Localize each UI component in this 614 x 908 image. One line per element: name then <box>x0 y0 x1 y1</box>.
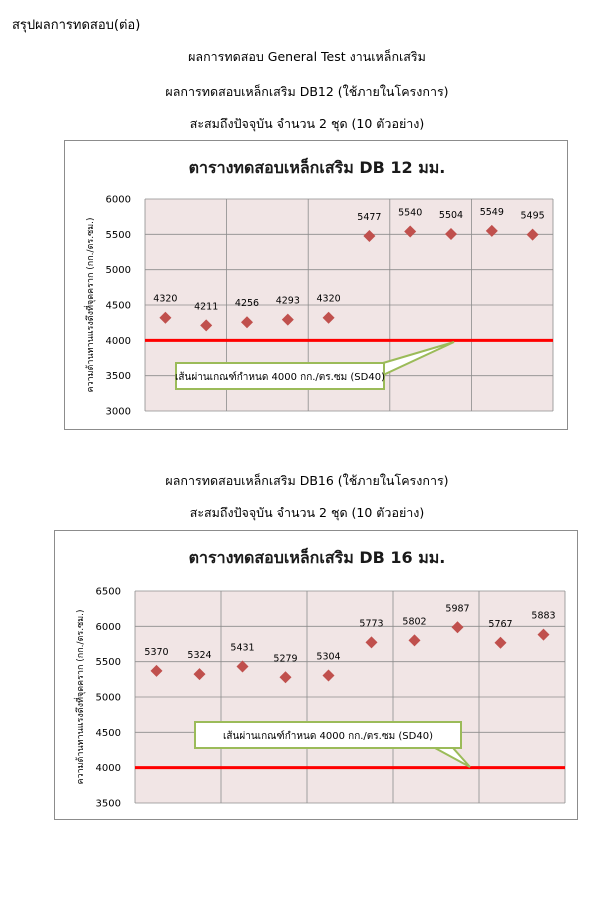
data-label: 5802 <box>402 616 427 628</box>
y-tick-label: 3000 <box>105 406 131 418</box>
data-label: 5883 <box>531 610 556 622</box>
y-tick-label: 3500 <box>105 371 131 383</box>
y-axis-label: ความต้านทานแรงดึงที่จุดคราก (กก./ตร.ซม.) <box>76 609 86 785</box>
data-label: 5767 <box>488 618 513 630</box>
y-tick-label: 6000 <box>105 194 131 206</box>
y-tick-label: 5000 <box>95 692 121 704</box>
data-label: 5370 <box>144 646 169 658</box>
db16-subtitle: ผลการทดสอบเหล็กเสริม DB16 (ใช้ภายในโครงการ) <box>165 473 449 488</box>
section-title: สรุปผลการทดสอบ(ต่อ) <box>12 18 141 33</box>
chart-title: ตารางทดสอบเหล็กเสริม DB 12 มม. <box>188 158 446 177</box>
data-label: 4211 <box>194 301 219 313</box>
db12-subtitle: ผลการทดสอบเหล็กเสริม DB12 (ใช้ภายในโครงการ) <box>165 84 449 99</box>
y-tick-label: 4000 <box>105 335 131 347</box>
y-tick-label: 3500 <box>95 798 121 810</box>
data-label: 5540 <box>398 207 423 219</box>
y-tick-label: 5500 <box>95 657 121 669</box>
y-tick-label: 5500 <box>105 229 131 241</box>
data-label: 5431 <box>230 642 255 654</box>
data-label: 5987 <box>445 603 470 615</box>
threshold-annotation: เส้นผ่านเกณฑ์กำหนด 4000 กก./ตร.ซม (SD40) <box>223 731 433 742</box>
y-tick-label: 4500 <box>95 727 121 739</box>
y-tick-label: 4000 <box>95 763 121 775</box>
y-tick-label: 4500 <box>105 300 131 312</box>
data-label: 5304 <box>316 651 341 663</box>
y-axis-label: ความต้านทานแรงดึงที่จุดคราก (กก./ตร.ซม.) <box>86 217 96 393</box>
db16-summary: สะสมถึงปัจจุบัน จำนวน 2 ชุด (10 ตัวอย่าง) <box>189 505 425 520</box>
y-tick-label: 6000 <box>95 621 121 633</box>
db16-chart-svg <box>55 531 579 821</box>
data-label: 5549 <box>479 206 504 218</box>
y-tick-label: 6500 <box>95 586 121 598</box>
chart-title: ตารางทดสอบเหล็กเสริม DB 16 มม. <box>188 548 446 567</box>
data-label: 5477 <box>357 211 382 223</box>
data-label: 5773 <box>359 618 384 630</box>
db12-summary: สะสมถึงปัจจุบัน จำนวน 2 ชุด (10 ตัวอย่าง) <box>189 116 425 131</box>
data-label: 4320 <box>153 293 178 305</box>
data-label: 4320 <box>316 293 341 305</box>
data-label: 5324 <box>187 650 212 662</box>
db12-chart-svg <box>65 141 569 431</box>
threshold-annotation: เส้นผ่านเกณฑ์กำหนด 4000 กก./ตร.ซม (SD40) <box>175 372 385 383</box>
main-title: ผลการทดสอบ General Test งานเหล็กเสริม <box>188 49 426 64</box>
data-label: 5279 <box>273 653 298 665</box>
data-label: 5495 <box>520 210 545 222</box>
db16-chart <box>54 530 578 820</box>
data-label: 4256 <box>234 298 260 310</box>
data-label: 5504 <box>438 210 464 222</box>
db12-chart <box>64 140 568 430</box>
y-tick-label: 5000 <box>105 265 131 277</box>
data-label: 4293 <box>275 295 300 307</box>
